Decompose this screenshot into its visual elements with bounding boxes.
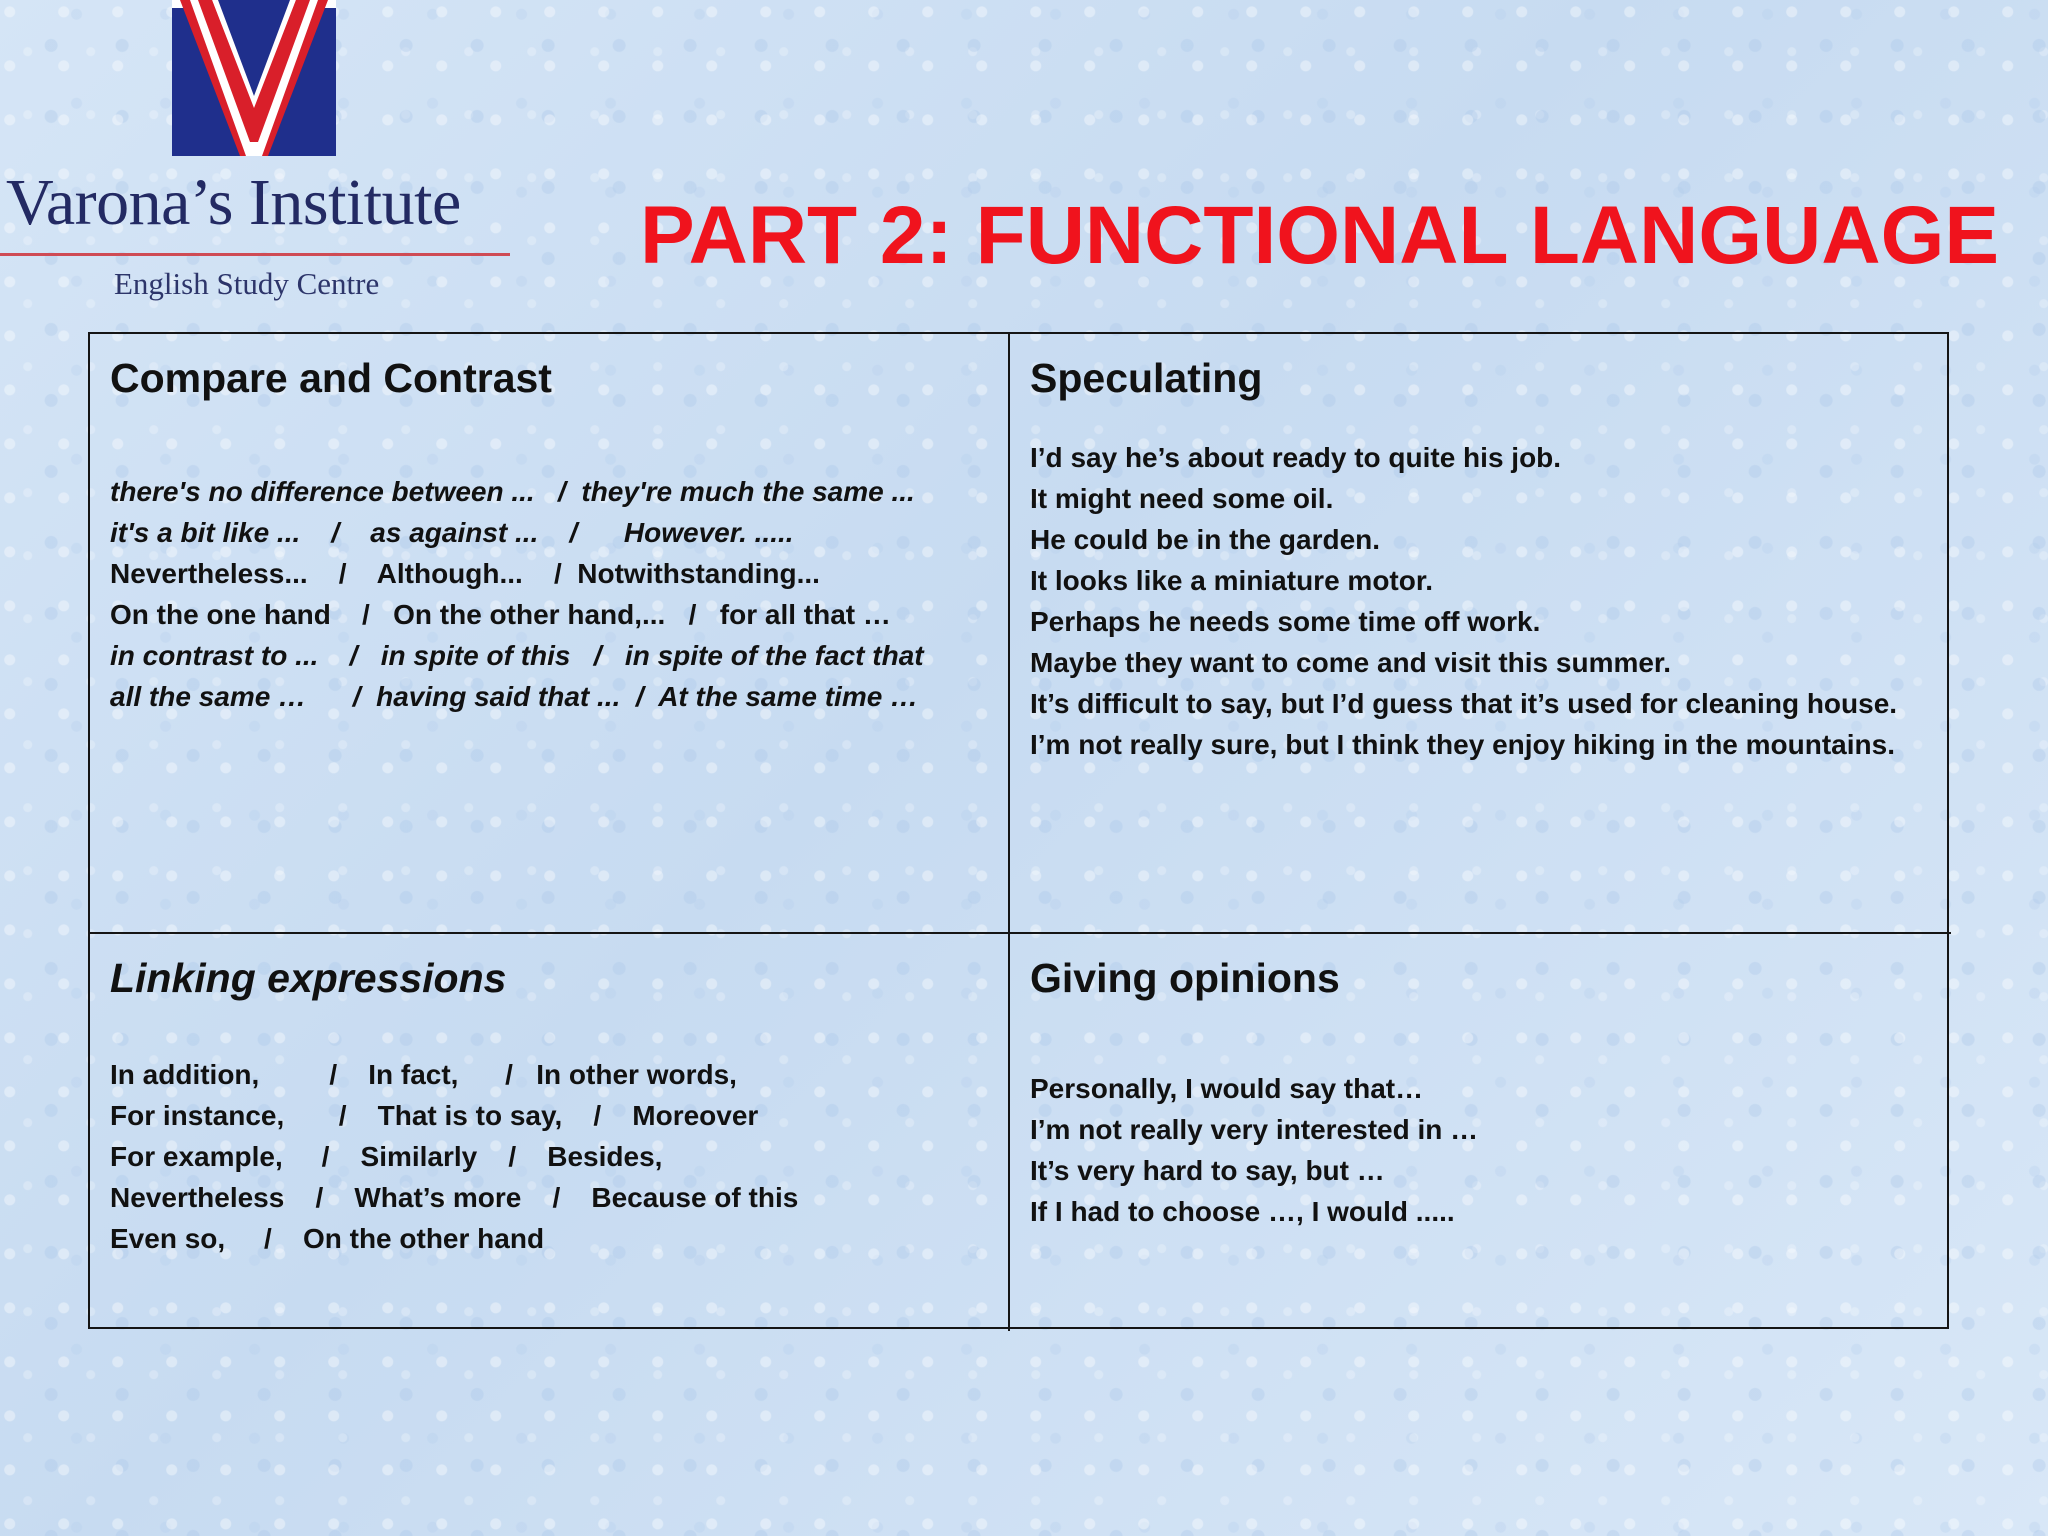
linking-line: Even so, / On the other hand bbox=[110, 1223, 545, 1254]
functional-language-grid bbox=[88, 332, 1949, 1329]
speculating-line: Maybe they want to come and visit this summer. bbox=[1030, 647, 1672, 678]
institute-logo bbox=[0, 0, 520, 310]
giving-opinions-title: Giving opinions bbox=[1030, 955, 1340, 1001]
institute-tagline: English Study Centre bbox=[114, 266, 380, 301]
linking-line: For example, / Similarly / Besides, bbox=[110, 1141, 663, 1172]
speculating-line: He could be in the garden. bbox=[1030, 524, 1381, 555]
compare-line: all the same … / having said that ... / At the same time … bbox=[110, 681, 919, 712]
opinion-line: I’m not really very interested in … bbox=[1030, 1114, 1479, 1145]
giving-opinions-list bbox=[1030, 1068, 1937, 1232]
speculating-title: Speculating bbox=[1030, 355, 1263, 401]
logo-divider bbox=[0, 253, 510, 256]
opinion-line: Personally, I would say that… bbox=[1030, 1073, 1424, 1104]
speculating-line: I’m not really sure, but I think they enjoy hiking in the mountains. bbox=[1030, 729, 1895, 760]
compare-contrast-expressions bbox=[110, 471, 994, 717]
linking-expressions-cell bbox=[90, 934, 1010, 1331]
giving-opinions-cell bbox=[1010, 934, 1951, 1331]
linking-expressions-list bbox=[110, 1054, 994, 1259]
compare-line: Nevertheless... / Although... / Notwithstanding... bbox=[110, 558, 820, 589]
compare-line: in contrast to ... / in spite of this / in spite of the fact that bbox=[110, 640, 924, 671]
compare-line: there's no difference between ... / they're much the same ... bbox=[110, 476, 915, 507]
institute-name: Varona’s Institute bbox=[6, 166, 461, 239]
compare-line: it's a bit like ... / as against ... / However. ..... bbox=[110, 517, 794, 548]
linking-line: For instance, / That is to say, / Moreover bbox=[110, 1100, 759, 1131]
linking-line: Nevertheless / What’s more / Because of this bbox=[110, 1182, 799, 1213]
speculating-line: I’d say he’s about ready to quite his job. bbox=[1030, 442, 1562, 473]
compare-contrast-cell bbox=[90, 334, 1010, 934]
opinion-line: It’s very hard to say, but … bbox=[1030, 1155, 1385, 1186]
linking-expressions-title: Linking expressions bbox=[110, 955, 507, 1001]
opinion-line: If I had to choose …, I would ..... bbox=[1030, 1196, 1455, 1227]
linking-line: In addition, / In fact, / In other words, bbox=[110, 1059, 737, 1090]
compare-line: On the one hand / On the other hand,... / for all that … bbox=[110, 599, 891, 630]
slide-title: PART 2: FUNCTIONAL LANGUAGE bbox=[640, 189, 2000, 281]
speculating-line: It’s difficult to say, but I’d guess that it’s used for cleaning house. bbox=[1030, 688, 1898, 719]
speculating-line: It looks like a miniature motor. bbox=[1030, 565, 1433, 596]
speculating-expressions bbox=[1030, 437, 1937, 765]
compare-contrast-title: Compare and Contrast bbox=[110, 355, 552, 401]
speculating-line: It might need some oil. bbox=[1030, 483, 1334, 514]
speculating-cell bbox=[1010, 334, 1951, 934]
speculating-line: Perhaps he needs some time off work. bbox=[1030, 606, 1541, 637]
varona-v-logo-icon bbox=[172, 0, 336, 156]
